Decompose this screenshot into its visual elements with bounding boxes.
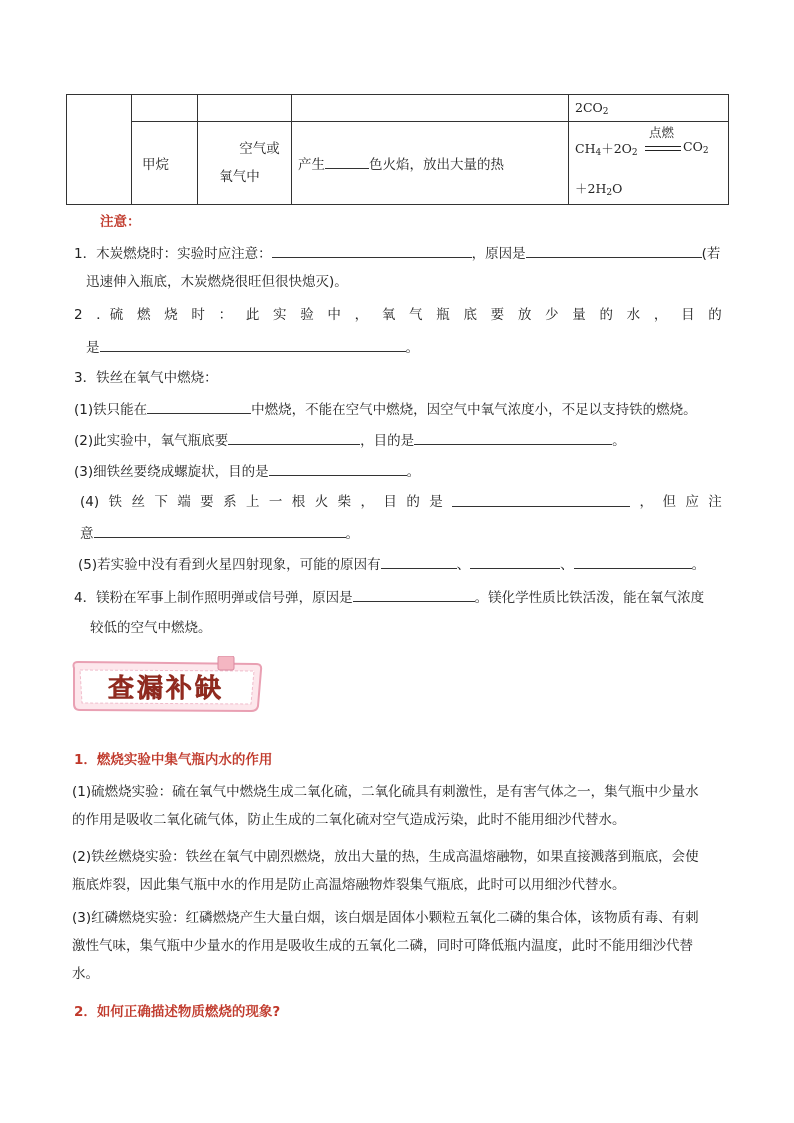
combustion-table: [66, 94, 729, 205]
note-3-4: [80, 492, 722, 512]
note-3-4-char: 应: [685, 494, 699, 510]
blank-line[interactable]: [526, 243, 702, 258]
note-3-4-char: 铁: [108, 494, 123, 510]
substance-name: 甲烷: [142, 157, 169, 173]
blank-line[interactable]: [272, 243, 472, 258]
note-2-char: ，: [653, 307, 668, 323]
notes-title: 注意：: [100, 214, 141, 230]
blank-line[interactable]: [100, 337, 406, 352]
note-3-4-char: (4): [80, 494, 100, 510]
note-2-char: 验: [300, 307, 314, 323]
blank-line[interactable]: [452, 492, 630, 507]
note-3-4-char: 目: [383, 494, 397, 510]
note-2: [74, 305, 722, 325]
note-3-1: (1)铁只能在 中燃烧，不能在空气中燃烧，因空气中氧气浓度小，不足以支持铁的燃烧。: [74, 399, 697, 420]
note-3-4-char: ，: [639, 494, 654, 510]
clip-icon: [218, 656, 234, 670]
banner-title: 查漏补缺: [107, 674, 225, 704]
note-2-char: 的: [708, 307, 722, 323]
note-2-char: ．硫: [96, 307, 124, 323]
blank-line[interactable]: [414, 430, 612, 445]
note-2-cont: 是 。: [86, 337, 419, 358]
condition-line-1: 空气或: [239, 141, 280, 157]
blank-line[interactable]: [325, 154, 369, 169]
note-2-char: 少: [545, 307, 559, 323]
equation-right: $CO_2$: [683, 139, 709, 156]
blank-line[interactable]: [381, 554, 457, 569]
note-4-cont: 较低的空气中燃烧。: [90, 620, 212, 636]
blank-line[interactable]: [470, 554, 560, 569]
section-heading-2: 2．如何正确描述物质燃烧的现象?: [74, 1004, 281, 1020]
reaction-condition: 点燃: [649, 125, 675, 140]
note-3-4-char: 火: [314, 494, 329, 510]
note-2-char: 实: [273, 307, 287, 323]
note-2-char: 瓶: [436, 307, 450, 323]
note-3-title: 3．铁丝在氧气中燃烧：: [74, 370, 218, 386]
note-2-char: 中: [327, 307, 341, 323]
note-2-char: ，: [354, 307, 369, 323]
note-2-char: 烧: [164, 307, 178, 323]
note-2-char: 气: [409, 307, 423, 323]
condition-line-2: 氧气中: [219, 169, 260, 185]
blank-line[interactable]: [353, 587, 475, 602]
section-heading-1: 1．燃烧实验中集气瓶内水的作用: [74, 752, 273, 768]
note-2-char: 燃: [137, 307, 151, 323]
note-3-4-char: 要: [200, 494, 214, 510]
note-3-4-char: 柴: [337, 494, 352, 510]
blank-line[interactable]: [574, 554, 692, 569]
note-3-4-char: 系: [223, 494, 237, 510]
note-3-4-char: 下: [154, 494, 168, 510]
equation-left: $CH_4+2O_2$: [575, 141, 638, 158]
table-cell: [292, 95, 569, 122]
note-3-4-char: ，: [360, 494, 374, 510]
condition-cell: [198, 122, 292, 205]
section-paragraph-1: (1)硫燃烧实验：硫在氧气中燃烧生成二氧化硫，二氧化硫具有刺激性，是有害气体之一，集气瓶中少量水 的作用是吸收二氧化硫气体，防止生成的二氧化硫对空气造成污染，此时不能用细沙代替水。: [72, 784, 699, 828]
section-banner: [68, 656, 264, 714]
note-3-4-cont: 意 。: [80, 523, 359, 544]
table-merged-cell: [67, 95, 132, 205]
note-2-char: 此: [245, 307, 260, 323]
note-3-4-char: 是: [429, 494, 443, 510]
note-4: 4．镁粉在军事上制作照明弹或信号弹，原因是 。镁化学性质比铁活泼，能在氧气浓度: [74, 587, 704, 608]
note-1-cont: 迅速伸入瓶底，木炭燃烧很旺但很快熄灭)。: [86, 274, 348, 290]
table-cell: [198, 95, 292, 122]
note-3-4-char: 的: [406, 494, 420, 510]
note-3-4-char: 注: [708, 494, 722, 510]
note-3-4-char: 根: [291, 494, 306, 510]
note-2-char: 要: [490, 307, 505, 323]
blank-line[interactable]: [147, 399, 251, 414]
equation-tail-cell: $2CO_2$: [569, 95, 729, 122]
blank-line[interactable]: [228, 430, 360, 445]
section-paragraph-2: (2)铁丝燃烧实验：铁丝在氧气中剧烈燃烧，放出大量的热，生成高温熔融物，如果直接溅落到瓶底，会使 瓶底炸裂，因此集气瓶中水的作用是防止高温熔融物炸裂集气瓶底，此时可以用细沙代替水。: [72, 849, 699, 893]
note-2-char: 底: [463, 307, 477, 323]
note-3-5: (5)若实验中没有看到火星四射现象，可能的原因有 、 、 。: [78, 554, 705, 575]
blank-line[interactable]: [269, 461, 407, 476]
equation-line-2: $+2H_2O$: [575, 181, 623, 198]
note-3-4-char: 端: [177, 494, 191, 510]
note-2-char: 的: [599, 307, 613, 323]
note-3-4-char: 上: [245, 494, 260, 510]
note-3-4-char: 丝: [131, 494, 145, 510]
section-paragraph-3: (3)红磷燃烧实验：红磷燃烧产生大量白烟，该白烟是固体小颗粒五氧化二磷的集合体，该物质有毒、有刺 激性气味，集气瓶中少量水的作用是吸收生成的五氧化二磷，同时可降低瓶内温度，此时不能用细沙代替 水。: [72, 910, 699, 982]
note-2-char: 2: [74, 307, 83, 323]
note-3-3: (3)细铁丝要绕成螺旋状，目的是 。: [74, 461, 420, 482]
note-3-4-char: 一: [268, 494, 283, 510]
phenomenon-cell: 产生 色火焰，放出大量的热: [292, 122, 569, 205]
note-2-char: 目: [681, 307, 695, 323]
note-2-char: 时: [191, 307, 205, 323]
table-cell: [132, 95, 198, 122]
note-3-4-char: 但: [662, 494, 676, 510]
note-1: 1．木炭燃烧时：实验时应注意： ，原因是 (若: [74, 243, 724, 264]
equation-cell: [569, 122, 729, 205]
blank-line[interactable]: [94, 523, 346, 538]
note-2-char: 水: [626, 307, 641, 323]
note-2-char: 氧: [381, 307, 396, 323]
note-2-char: 量: [572, 307, 586, 323]
substance-name-cell: [132, 122, 198, 205]
note-2-char: ：: [218, 307, 233, 323]
note-3-2: (2)此实验中，氧气瓶底要 ，目的是 。: [74, 430, 626, 451]
note-2-char: 放: [517, 307, 532, 323]
